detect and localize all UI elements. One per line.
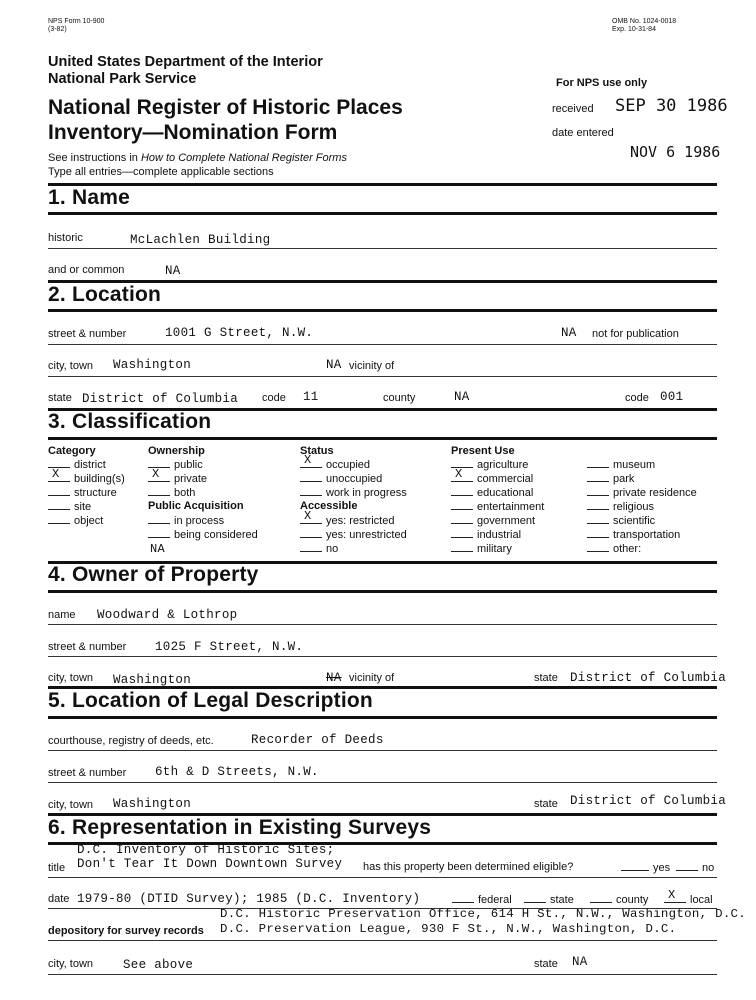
checkbox-label: unoccupied (326, 473, 383, 485)
section-rule (48, 437, 717, 440)
depository-1: D.C. Historic Preservation Office, 614 H St., N.W., Washington, D.C. (220, 907, 747, 921)
accessible-list (300, 509, 407, 556)
checkbox-blank (587, 542, 609, 552)
vicinity-label: vicinity of (349, 360, 395, 372)
ownership-list (148, 458, 207, 500)
checkbox-blank (148, 514, 170, 524)
accessible-head: Accessible (300, 500, 358, 512)
acquisition-list (148, 514, 258, 542)
checkbox-blank (587, 500, 609, 510)
owner-street-label: street & number (48, 641, 127, 653)
checkbox-item (148, 467, 208, 486)
checkbox-label: occupied (326, 459, 371, 471)
checkbox-item (148, 528, 258, 542)
level-state: state (524, 893, 574, 906)
checkbox-item (587, 542, 697, 556)
checkbox-item (148, 514, 258, 528)
checkbox-label: other: (613, 543, 642, 555)
acquisition-head: Public Acquisition (148, 500, 244, 512)
section-rule (48, 309, 717, 312)
eligible-no: no (676, 861, 714, 874)
section-3-title: 3. Classification (48, 410, 212, 433)
checkbox-item (451, 514, 544, 528)
legal-street: 6th & D Streets, N.W. (155, 765, 319, 779)
checkbox-blank (48, 514, 70, 524)
street-value: 1001 G Street, N.W. (165, 326, 314, 340)
survey-date-label: date (48, 893, 70, 905)
checkbox-blank (48, 500, 70, 510)
checkbox-blank (300, 528, 322, 538)
nps-use-only: For NPS use only (556, 77, 648, 89)
checkbox-item (587, 472, 697, 486)
line (48, 782, 717, 783)
historic-label: historic (48, 232, 83, 244)
checkbox-label: scientific (613, 515, 656, 527)
checkbox-item (587, 458, 697, 472)
legal-state: District of Columbia (570, 794, 727, 808)
depository-label: depository for survey records (48, 925, 204, 937)
checkbox-blank (587, 486, 609, 496)
checkbox-mark: X (455, 467, 463, 481)
present-use-head: Present Use (451, 445, 515, 457)
checkbox-blank (48, 486, 70, 496)
code2-label: code (625, 392, 649, 404)
checkbox-blank (451, 514, 473, 524)
checkbox-label: agriculture (477, 459, 529, 471)
checkbox-blank (451, 528, 473, 538)
category-head: Category (48, 445, 96, 457)
legal-city-label: city, town (48, 799, 94, 811)
owner-city: Washington (113, 673, 192, 687)
checkbox-label: commercial (477, 473, 534, 485)
checkbox-label: being considered (174, 529, 258, 541)
checkbox-blank (451, 486, 473, 496)
checkbox-item (451, 500, 544, 514)
checkbox-mark: X (52, 467, 60, 481)
checkbox-label: educational (477, 487, 534, 499)
instructions: See instructions in How to Complete National Register Forms (48, 152, 347, 164)
checkbox-item (48, 458, 125, 472)
county-value: NA (454, 390, 470, 404)
line (48, 974, 717, 975)
checkbox-item (451, 458, 544, 472)
checkbox-item (451, 542, 544, 556)
checkbox-blank (148, 467, 170, 482)
checkbox-label: no (326, 543, 339, 555)
date-entered-label: date entered (552, 127, 614, 139)
survey-title-2: Don't Tear It Down Downtown Survey (77, 857, 343, 871)
level-local: X local (664, 893, 713, 906)
checkbox-blank (300, 453, 322, 468)
legal-city: Washington (113, 797, 192, 811)
legal-state-label: state (534, 798, 558, 810)
checkbox-mark: X (304, 453, 312, 467)
owner-vicinity-label: vicinity of (349, 672, 395, 684)
survey-state: NA (572, 955, 588, 969)
line (48, 344, 717, 345)
checkbox-item (451, 528, 544, 542)
survey-date: 1979-80 (DTID Survey); 1985 (D.C. Inventory) (77, 892, 421, 906)
line (48, 877, 717, 878)
checkbox-blank (148, 486, 170, 496)
present-use-list-1 (451, 458, 544, 556)
state-value: District of Columbia (82, 392, 239, 406)
checkbox-item (300, 528, 407, 542)
owner-name-label: name (48, 609, 76, 621)
nfp-mark: NA (561, 326, 577, 340)
city-value: Washington (113, 358, 192, 372)
owner-city-label: city, town (48, 672, 94, 684)
checkbox-label: site (74, 501, 92, 513)
checkbox-label: private (174, 473, 208, 485)
line (48, 940, 717, 941)
category-list (48, 458, 125, 528)
courthouse-label: courthouse, registry of deeds, etc. (48, 735, 214, 747)
checkbox-label: object (74, 515, 104, 527)
form-rev: (3-82) (48, 26, 67, 33)
street-label: street & number (48, 328, 127, 340)
checkbox-blank (587, 514, 609, 524)
vicinity-mark: NA (326, 358, 342, 372)
nfp-label: not for publication (592, 328, 679, 340)
checkbox-label: transportation (613, 529, 681, 541)
survey-state-label: state (534, 958, 558, 970)
checkbox-blank (300, 472, 322, 482)
checkbox-label: structure (74, 487, 117, 499)
checkbox-blank (587, 472, 609, 482)
city-label: city, town (48, 360, 94, 372)
checkbox-blank (48, 467, 70, 482)
section-2-title: 2. Location (48, 283, 162, 306)
form-title-2: Inventory—Nomination Form (48, 121, 338, 144)
code-value: 11 (303, 390, 319, 404)
checkbox-item (587, 500, 697, 514)
status-head: Status (300, 445, 334, 457)
present-use-list-2 (587, 458, 697, 556)
form-id: NPS Form 10-900 (48, 18, 105, 25)
checkbox-label: religious (613, 501, 654, 513)
section-4-title: 4. Owner of Property (48, 563, 259, 586)
checkbox-label: yes: unrestricted (326, 529, 407, 541)
section-1-title: 1. Name (48, 186, 130, 209)
checkbox-item (148, 486, 207, 500)
owner-name: Woodward & Lothrop (97, 608, 238, 622)
checkbox-item (48, 500, 125, 514)
checkbox-blank (300, 542, 322, 552)
checkbox-label: building(s) (74, 473, 125, 485)
survey-title-label: title (48, 862, 66, 874)
checkbox-label: district (74, 459, 106, 471)
legal-street-label: street & number (48, 767, 127, 779)
owner-state-label: state (534, 672, 558, 684)
checkbox-label: private residence (613, 487, 697, 499)
courthouse-value: Recorder of Deeds (251, 733, 384, 747)
checkbox-item (300, 509, 407, 528)
checkbox-item (451, 467, 544, 486)
line (48, 248, 717, 249)
checkbox-blank (300, 486, 322, 496)
section-5-title: 5. Location of Legal Description (48, 689, 373, 712)
code-label: code (262, 392, 286, 404)
checkbox-item (587, 486, 697, 500)
checkbox-label: public (174, 459, 203, 471)
state-label: state (48, 392, 72, 404)
line (48, 624, 717, 625)
checkbox-label: military (477, 543, 512, 555)
level-federal: federal (452, 893, 512, 906)
section-rule (48, 212, 717, 215)
section-rule (48, 716, 717, 719)
received-stamp: SEP 30 1986 (615, 96, 728, 116)
checkbox-label: work in progress (326, 487, 407, 499)
checkbox-blank (451, 500, 473, 510)
checkbox-mark: X (152, 467, 160, 481)
status-list (300, 453, 407, 500)
checkbox-label: in process (174, 515, 225, 527)
form-title-1: National Register of Historic Places (48, 96, 403, 119)
acquisition-value: NA (150, 542, 166, 556)
line (48, 750, 717, 751)
line (48, 376, 717, 377)
checkbox-item (48, 514, 125, 528)
checkbox-blank (587, 458, 609, 468)
section-rule (48, 590, 717, 593)
checkbox-item (587, 514, 697, 528)
depository-2: D.C. Preservation League, 930 F St., N.W., Washington, D.C. (220, 922, 677, 936)
line (48, 656, 717, 657)
checkbox-label: museum (613, 459, 656, 471)
eligible-yes: yes (621, 861, 670, 874)
checkbox-item (451, 486, 544, 500)
survey-city-label: city, town (48, 958, 94, 970)
checkbox-item (300, 472, 407, 486)
checkbox-blank (148, 528, 170, 538)
survey-title-1: D.C. Inventory of Historic Sites; (77, 843, 335, 857)
checkbox-item (587, 528, 697, 542)
checkbox-item (300, 542, 407, 556)
checkbox-label: industrial (477, 529, 522, 541)
owner-state: District of Columbia (570, 671, 727, 685)
eligible-label: has this property been determined eligible? (363, 861, 574, 873)
checkbox-blank (300, 509, 322, 524)
checkbox-item (300, 486, 407, 500)
common-name: NA (165, 264, 181, 278)
county-label: county (383, 392, 416, 404)
checkbox-label: both (174, 487, 196, 499)
instructions-2: Type all entries—complete applicable sections (48, 166, 274, 178)
checkbox-item (300, 453, 407, 472)
checkbox-blank (451, 542, 473, 552)
section-6-title: 6. Representation in Existing Surveys (48, 816, 432, 839)
section-rule (48, 183, 717, 186)
checkbox-item (48, 467, 125, 486)
checkbox-item (48, 486, 125, 500)
ownership-head: Ownership (148, 445, 205, 457)
omb-number: OMB No. 1024-0018 (612, 18, 677, 25)
checkbox-mark: X (304, 509, 312, 523)
service-name: National Park Service (48, 71, 197, 87)
checkbox-label: yes: restricted (326, 515, 395, 527)
received-label: received (552, 103, 594, 115)
checkbox-label: government (477, 515, 536, 527)
dept-name: United States Department of the Interior (48, 54, 323, 70)
owner-vicinity-mark: NA (326, 671, 342, 685)
owner-street: 1025 F Street, N.W. (155, 640, 304, 654)
historic-name: McLachlen Building (130, 233, 271, 247)
survey-city: See above (123, 958, 194, 972)
checkbox-blank (451, 467, 473, 482)
checkbox-blank (587, 528, 609, 538)
code2-value: 001 (660, 390, 684, 404)
level-county: county (590, 893, 648, 906)
checkbox-label: park (613, 473, 635, 485)
expiration: Exp. 10-31-84 (612, 26, 656, 33)
checkbox-label: entertainment (477, 501, 545, 513)
entered-stamp: NOV 6 1986 (630, 143, 721, 161)
common-label: and or common (48, 264, 125, 276)
